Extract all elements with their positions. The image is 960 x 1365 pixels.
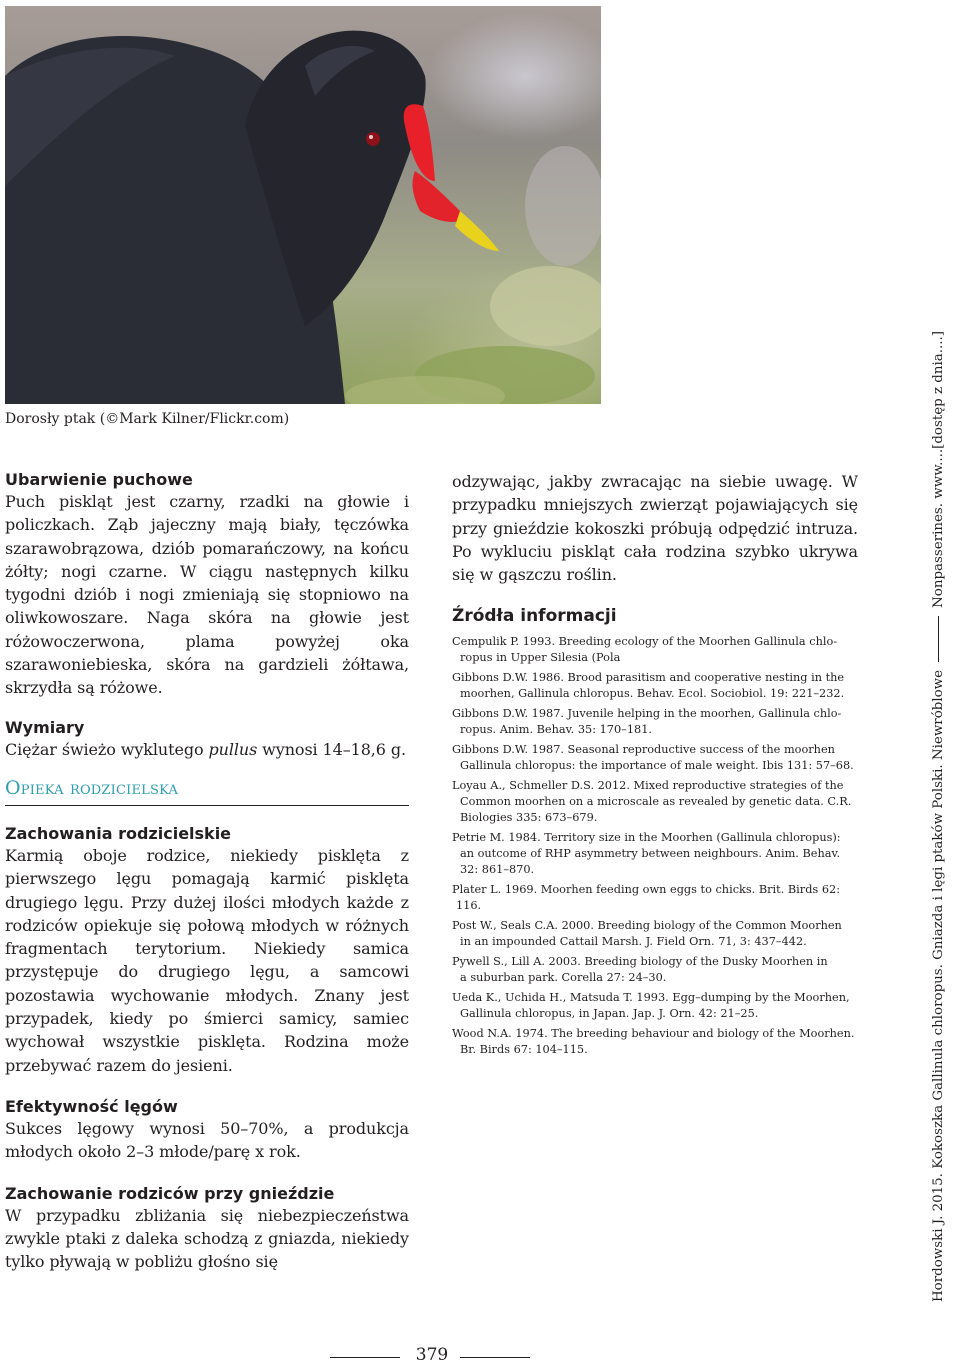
reference-item: Petrie M. 1984. Territory size in the Moorhen (Gallinula chloropus): an outcome of RHP asymmetry between neighbours. Anim. Behav. 32: 861–870. xyxy=(452,831,841,877)
reference-item: Post W., Seals C.A. 2000. Breeding biology of the Common Moorhen in an impounded Cattail Marsh. J. Field Orn. 71, 3: 437–442. xyxy=(452,919,842,949)
reference-list xyxy=(452,634,858,1058)
nest-heading: Zachowanie rodziców przy gnieździe xyxy=(5,1183,335,1203)
reference-item: Plater L. 1969. Moorhen feeding own eggs to chicks. Brit. Birds 62: 116. xyxy=(452,883,840,913)
right-column xyxy=(452,470,858,1062)
dimensions-text: Ciężar świeżo wyklutego pullus wynosi 14–18,6 g. xyxy=(5,739,406,759)
reference-item: Cempulik P. 1993. Breeding ecology of the Moorhen Gallinula chlo- ropus in Upper Silesia (Pola xyxy=(452,635,838,665)
page-footer xyxy=(330,1345,530,1365)
footer-rule-right xyxy=(460,1357,530,1358)
dimensions-heading: Wymiary xyxy=(5,717,85,737)
spine-url-text: Nonpasserines. www....[dostęp z dnia....] xyxy=(931,330,946,608)
photo-caption: Dorosły ptak (©Mark Kilner/Flickr.com) xyxy=(5,411,290,427)
spine-dash xyxy=(938,616,939,662)
reference-item: Gibbons D.W. 1987. Seasonal reproductive success of the moorhen Gallinula chloropus: the importance of male weight. Ibis 131: 57–68. xyxy=(452,743,854,773)
reference-item: Pywell S., Lill A. 2003. Breeding biology of the Dusky Moorhen in a suburban park. Corella 27: 24–30. xyxy=(452,955,828,985)
page-number: 379 xyxy=(415,1345,449,1365)
spine-citation-text: Hordowski J. 2015. Kokoszka Gallinula chloropus. Gniazda i lęgi ptaków Polski. Niewróblowe xyxy=(931,669,946,1302)
reference-item: Loyau A., Schmeller D.S. 2012. Mixed reproductive strategies of the Common moorhen on a microscale as revealed by genetic data. C.R. Biologies 335: 673–679. xyxy=(452,779,852,825)
spine-citation xyxy=(930,330,948,1302)
reference-item: Ueda K., Uchida H., Matsuda T. 1993. Egg–dumping by the Moorhen, Gallinula chloropus, in Japan. Jap. J. Orn. 42: 21–25. xyxy=(452,991,850,1021)
success-text: Sukces lęgowy wynosi 50–70%, a produkcja młodych około 2–3 młode/parę x rok. xyxy=(5,1118,409,1162)
bird-photo xyxy=(5,6,601,404)
moorhen-illustration xyxy=(5,6,601,404)
behaviour-heading: Zachowania rodzicielskie xyxy=(5,823,232,843)
footer-rule-left xyxy=(330,1357,400,1358)
continued-text: odzywając, jakby zwracając na siebie uwagę. W przypadku mniejszych zwierząt pojawiających się przy gnieździe kokoszki próbują odpędzić intruza. Po wykluciu piskląt cała rodzina szybko ukrywa się w gąszczu roślin. xyxy=(452,472,858,585)
left-column xyxy=(5,470,409,1273)
plumage-heading: Ubarwienie puchowe xyxy=(5,470,193,489)
sources-heading: Źródła informacji xyxy=(452,606,617,627)
reference-item: Gibbons D.W. 1987. Juvenile helping in the moorhen, Gallinula chlo- ropus. Anim. Behav. 35: 170–181. xyxy=(452,707,842,737)
plumage-text: Puch piskląt jest czarny, rzadki na głowie i policzkach. Ząb jajeczny mają biały, tęczówka szarawobrązowa, dziób pomarańczowy, na końcu żółty; nogi czarne. W ciągu następnych kilku tygodni dziób i nogi zmieniają się stopniowo na oliwkowoszare. Naga skóra na głowie jest różowoczerwona, plama powyżej oka szarawoniebieska, skóra na gardzieli żółtawa, skrzydła są różowe. xyxy=(5,492,409,698)
reference-item: Wood N.A. 1974. The breeding behaviour and biology of the Moorhen. Br. Birds 67: 104–115. xyxy=(452,1027,855,1057)
section-title: Opieka rodzicielska xyxy=(5,777,409,806)
nest-text: W przypadku zbliżania się niebezpieczeństwa zwykle ptaki z daleka schodzą z gniazda, niekiedy tylko pływają w pobliżu głośno się xyxy=(5,1205,409,1272)
reference-item: Gibbons D.W. 1986. Brood parasitism and cooperative nesting in the moorhen, Gallinula chloropus. Behav. Ecol. Sociobiol. 19: 221–232. xyxy=(452,671,845,701)
behaviour-text: Karmią oboje rodzice, niekiedy pisklęta z pierwszego lęgu pomagają karmić pisklęta drugiego lęgu. Przy dużej ilości młodych każde z rodziców opiekuje się połową młodych w różnych fragmentach terytorium. Niekiedy samica przystępuje do drugiego lęgu, a samcowi pozostawia wychowanie młodych. Znany jest przypadek, kiedy po śmierci samicy, samiec wychował wszystkie pisklęta. Rodzina może przebywać razem do jesieni. xyxy=(5,845,409,1075)
success-heading: Efektywność lęgów xyxy=(5,1096,178,1116)
